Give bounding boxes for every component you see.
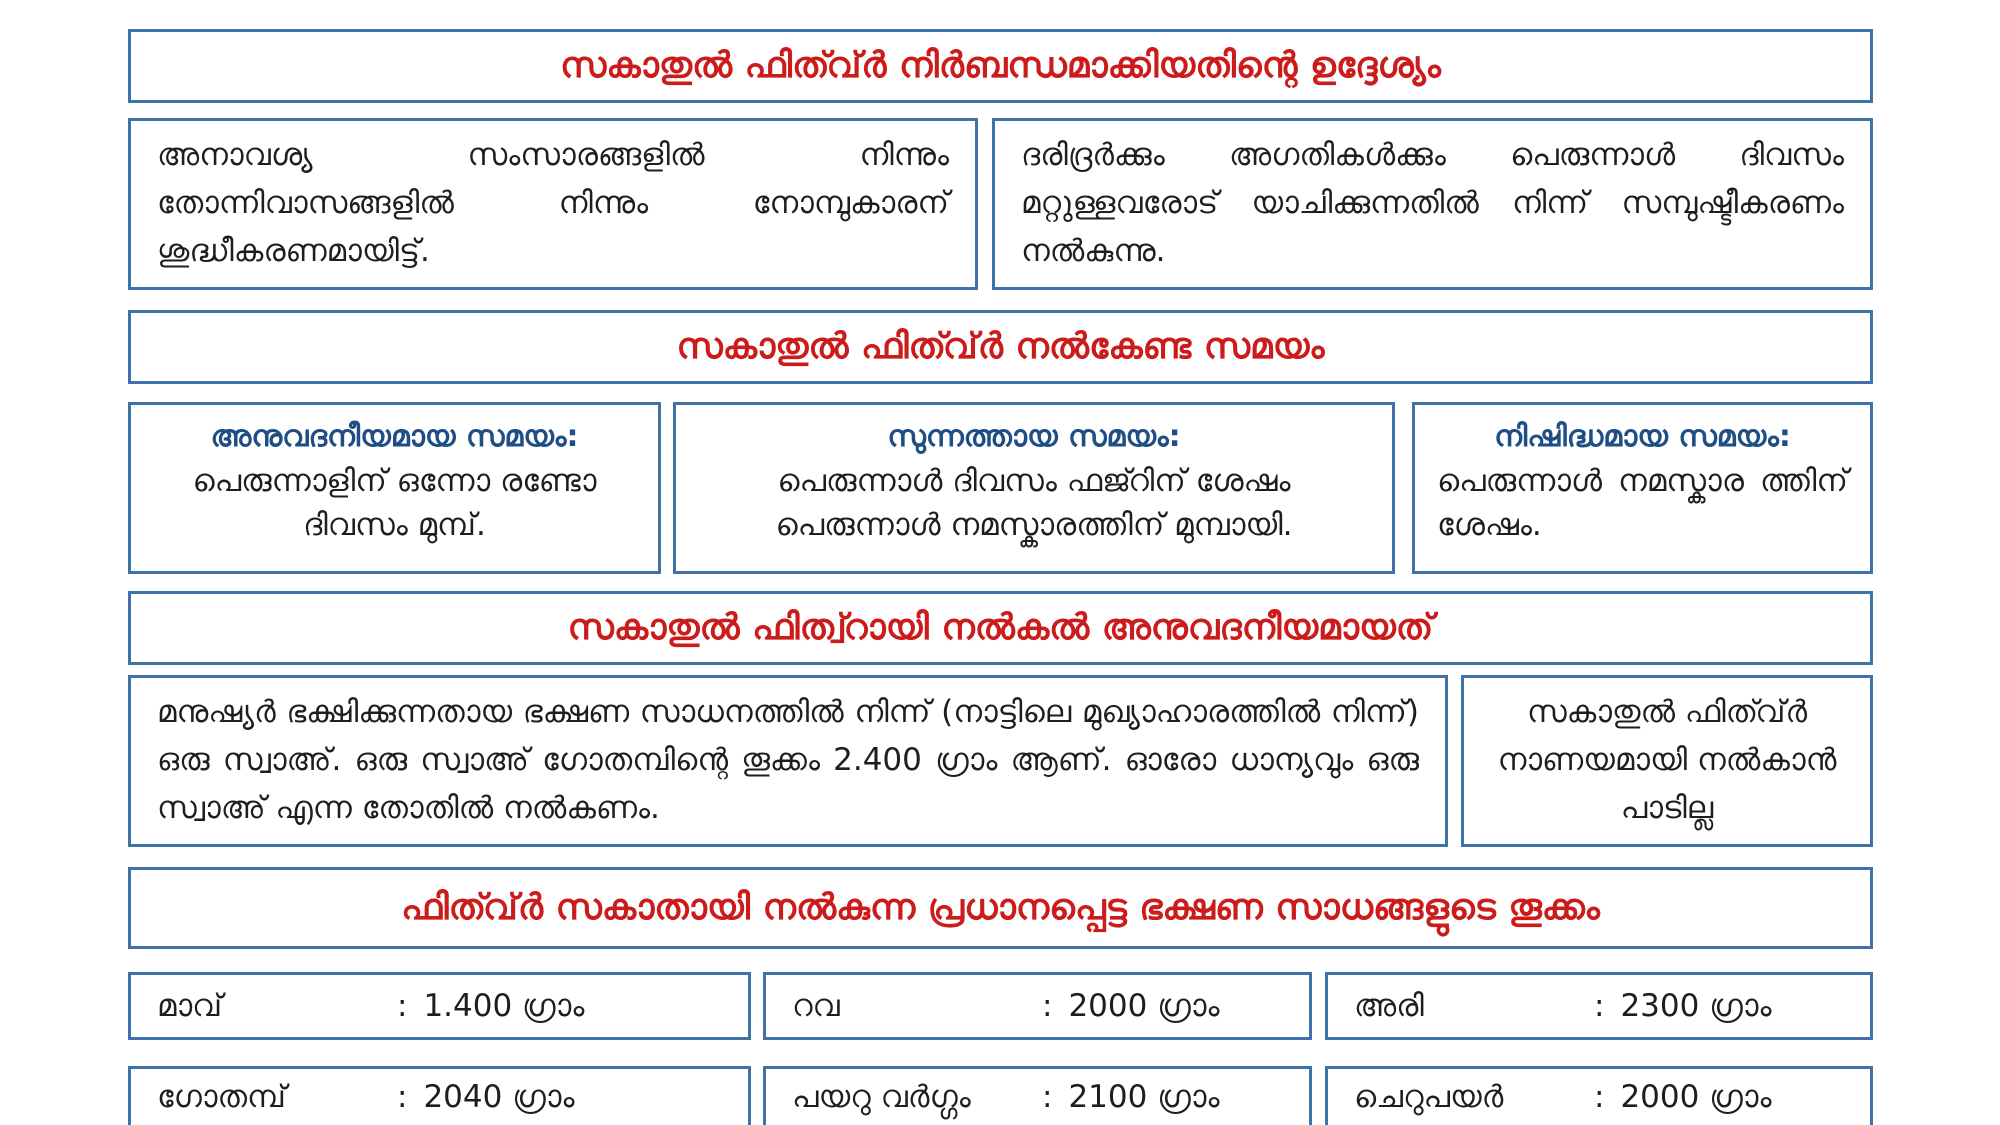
weight-item-separator: : — [1594, 988, 1605, 1024]
weight-item-name: ഗോതമ്പ് — [157, 1078, 286, 1115]
weight-item-separator: : — [397, 1079, 408, 1115]
weight-item-name: മാവ് — [157, 987, 223, 1024]
weight-item-name: പയറു വർഗ്ഗം — [792, 1078, 971, 1115]
forbidden-time-title: നിഷിദ്ധമായ സമയം: — [1494, 419, 1791, 454]
weight-item — [1325, 1066, 1873, 1125]
weights-heading: ഫിത്വ്ർ സകാതായി നൽകുന്ന പ്രധാനപ്പെട്ട ഭക്ഷണ സാധങ്ങളുടെ തൂക്കം — [128, 867, 1873, 949]
purpose-left-text: അനാവശ്യ സംസാരങ്ങളിൽ നിന്നും തോന്നിവാസങ്ങളിൽ നിന്നും നോമ്പുകാരന് ശുദ്ധീകരണമായിട്ട്. — [128, 118, 978, 290]
weight-item — [128, 972, 751, 1040]
time-heading: സകാതുൽ ഫിത്വ്ർ നൽകേണ്ട സമയം — [128, 310, 1873, 384]
weight-item-separator: : — [1042, 1079, 1053, 1115]
purpose-right-text: ദരിദ്രർക്കും അഗതികൾക്കും പെരുന്നാൾ ദിവസം മറ്റുള്ളവരോട് യാചിക്കുന്നതിൽ നിന്ന് സമ്പുഷ്ടീകരണം നൽകുന്നു. — [992, 118, 1873, 290]
permitted-time-text: പെരുന്നാളിന് ഒന്നോ രണ്ടോ ദിവസം മുമ്പ്. — [192, 463, 597, 543]
weight-item-separator: : — [1594, 1079, 1605, 1115]
weight-item-name: അരി — [1354, 987, 1424, 1024]
weight-item-value: 2000 ഗ്രാം — [1068, 987, 1220, 1024]
weight-item-value: 2300 ഗ്രാം — [1620, 987, 1772, 1024]
allowed-left-text: മനുഷ്യർ ഭക്ഷിക്കുന്നതായ ഭക്ഷണ സാധനത്തിൽ നിന്ന് (നാട്ടിലെ മുഖ്യാഹാരത്തിൽ നിന്ന്) ഒരു സ്വാഅ്. ഒരു സ്വാഅ് ഗോതമ്പിന്റെ തൂക്കം 2.400 ഗ്രാം ആണ്. ഓരോ ധാന്യവും ഒരു സ്വാഅ് എന്ന തോതിൽ നൽകണം. — [128, 675, 1448, 847]
sunnah-time-text: പെരുന്നാൾ ദിവസം ഫജ്റിന് ശേഷം പെരുന്നാൾ നമസ്കാരത്തിന് മുമ്പായി. — [775, 463, 1293, 543]
forbidden-time-text: പെരുന്നാൾ നമസ്കാര ത്തിന് ശേഷം. — [1437, 463, 1848, 543]
weight-item — [763, 972, 1312, 1040]
weight-item — [763, 1066, 1312, 1125]
sunnah-time-box — [673, 402, 1395, 574]
permitted-time-title: അനുവദനീയമായ സമയം: — [210, 419, 579, 454]
allowed-right-text: സകാതുൽ ഫിത്വ്ർ നാണയമായി നൽകാൻ പാടില്ല — [1461, 675, 1873, 847]
weight-item — [128, 1066, 751, 1125]
sunnah-time-title: സുന്നത്തായ സമയം: — [887, 419, 1181, 454]
weight-item-value: 1.400 ഗ്രാം — [423, 987, 585, 1024]
permitted-time-box — [128, 402, 661, 574]
weight-item — [1325, 972, 1873, 1040]
weight-item-value: 2100 ഗ്രാം — [1068, 1078, 1220, 1115]
weight-item-separator: : — [1042, 988, 1053, 1024]
forbidden-time-box — [1412, 402, 1873, 574]
purpose-heading: സകാതുൽ ഫിത്വ്ർ നിർബന്ധമാക്കിയതിന്റെ ഉദ്ദേശ്യം — [128, 29, 1873, 103]
allowed-heading: സകാതുൽ ഫിത്വ്റായി നൽകൽ അനുവദനീയമായത് — [128, 591, 1873, 665]
weight-item-separator: : — [397, 988, 408, 1024]
weight-item-value: 2040 ഗ്രാം — [423, 1078, 575, 1115]
weight-item-value: 2000 ഗ്രാം — [1620, 1078, 1772, 1115]
weight-item-name: ചെറുപയർ — [1354, 1078, 1504, 1115]
weight-item-name: റവ — [792, 987, 840, 1024]
